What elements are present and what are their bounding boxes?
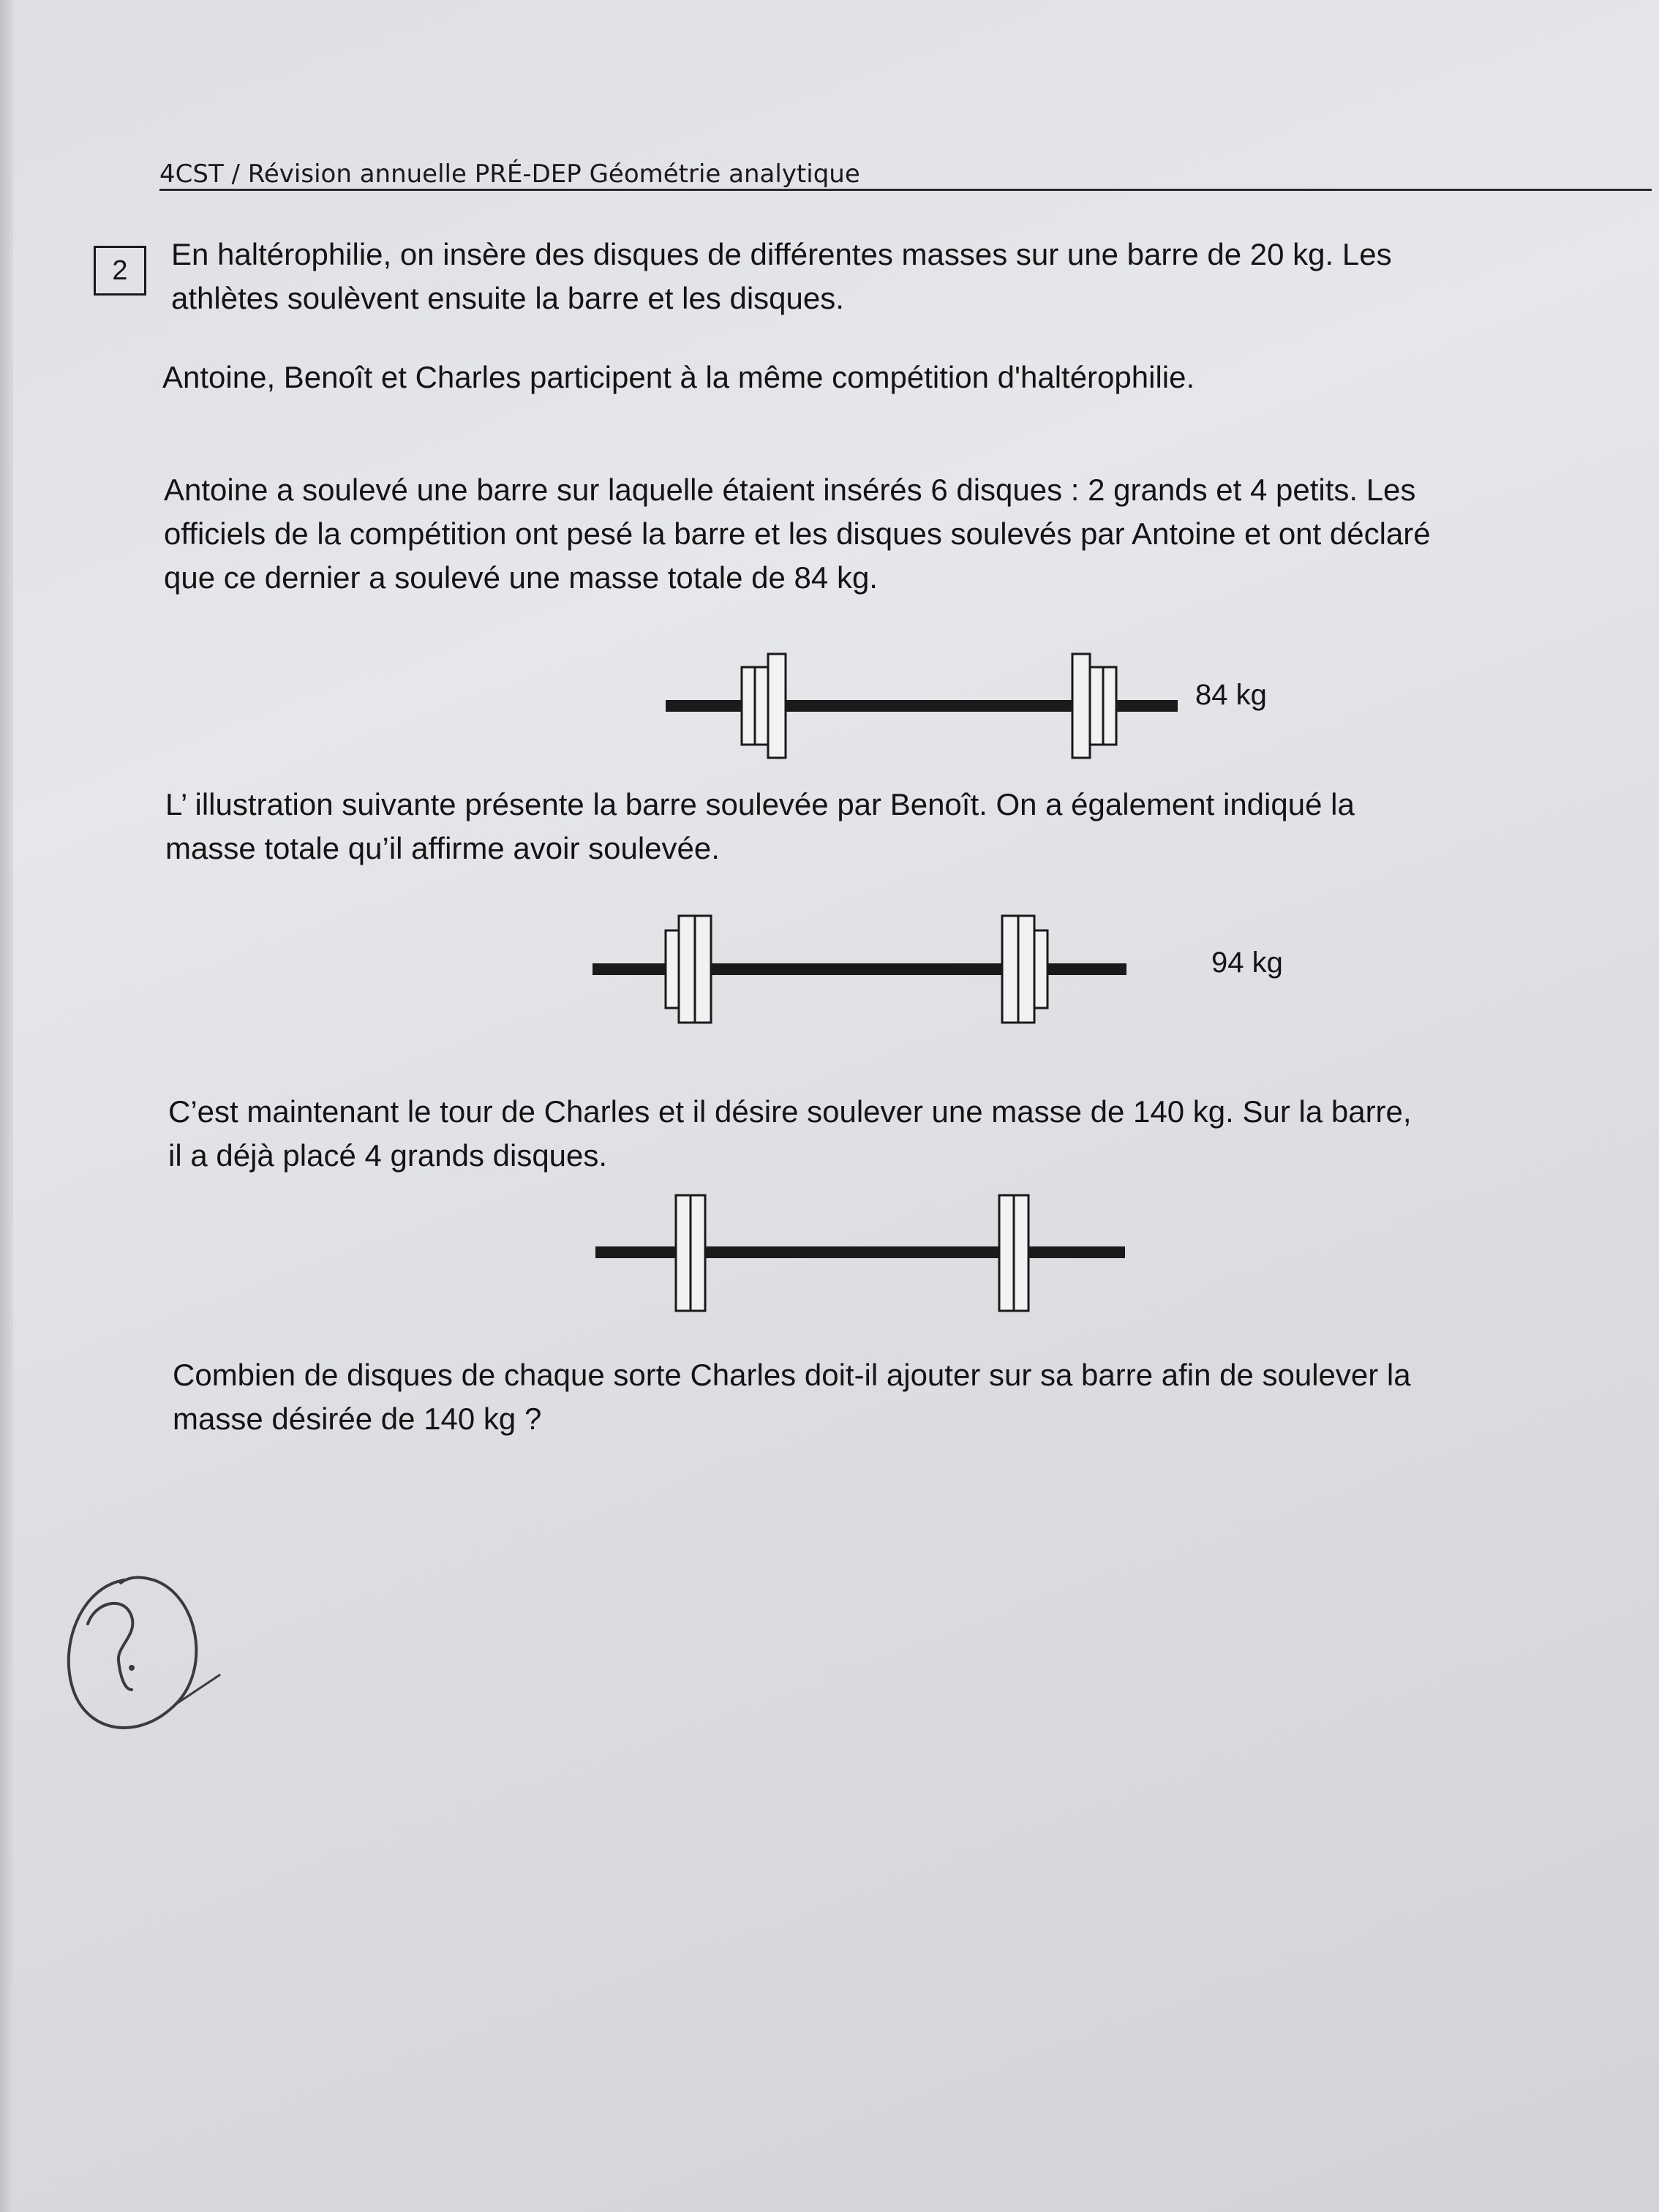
final-question-paragraph: Combien de disques de chaque sorte Charles doit-il ajouter sur sa barre afin de soulever la masse désirée de 140 kg ? xyxy=(173,1358,1411,1436)
antoine-mass-label: 84 kg xyxy=(1195,679,1267,711)
page-edge xyxy=(0,0,13,2212)
question-number-box: 2 xyxy=(94,246,146,296)
small-disc xyxy=(755,667,768,745)
small-disc xyxy=(742,667,755,745)
charles-barbell-figure xyxy=(590,1189,1131,1314)
large-disc xyxy=(679,916,695,1023)
large-disc xyxy=(676,1195,691,1311)
large-disc xyxy=(768,654,786,758)
intro-paragraph: En haltérophilie, on insère des disques de différentes masses sur une barre de 20 kg. Les athlètes soulèvent ensuite la barre et les disques. xyxy=(171,237,1392,315)
antoine-paragraph: Antoine a soulevé une barre sur laquelle étaient insérés 6 disques : 2 grands et 4 petits. Les officiels de la compétition ont pesé la barre et les disques soulevés par Antoine et ont déclaré que ce dernier a soulevé une masse totale de 84 kg. xyxy=(164,473,1431,595)
small-disc xyxy=(1090,667,1103,745)
large-disc xyxy=(1018,916,1034,1023)
benoit-paragraph: L’ illustration suivante présente la barre soulevée par Benoît. On a également indiqué la masse totale qu’il affirme avoir soulevée. xyxy=(165,787,1355,865)
handwritten-circle-mark xyxy=(59,1565,234,1756)
header-rule xyxy=(159,189,1652,191)
benoit-mass-label: 94 kg xyxy=(1211,947,1283,979)
large-disc xyxy=(1002,916,1018,1023)
large-disc xyxy=(691,1195,705,1311)
antoine-barbell-figure xyxy=(658,644,1185,768)
large-disc xyxy=(1014,1195,1028,1311)
small-disc xyxy=(1103,667,1116,745)
charles-paragraph: C’est maintenant le tour de Charles et il désire soulever une masse de 140 kg. Sur la barre, il a déjà placé 4 grands disques. xyxy=(168,1094,1412,1173)
participants-paragraph: Antoine, Benoît et Charles participent à la même compétition d'haltérophilie. xyxy=(162,360,1195,394)
small-disc xyxy=(1034,930,1047,1008)
benoit-barbell-figure xyxy=(585,907,1134,1031)
large-disc xyxy=(1072,654,1090,758)
small-disc xyxy=(666,930,679,1008)
large-disc xyxy=(999,1195,1014,1311)
document-header: 4CST / Révision annuelle PRÉ-DEP Géométrie analytique xyxy=(159,159,860,189)
large-disc xyxy=(695,916,711,1023)
